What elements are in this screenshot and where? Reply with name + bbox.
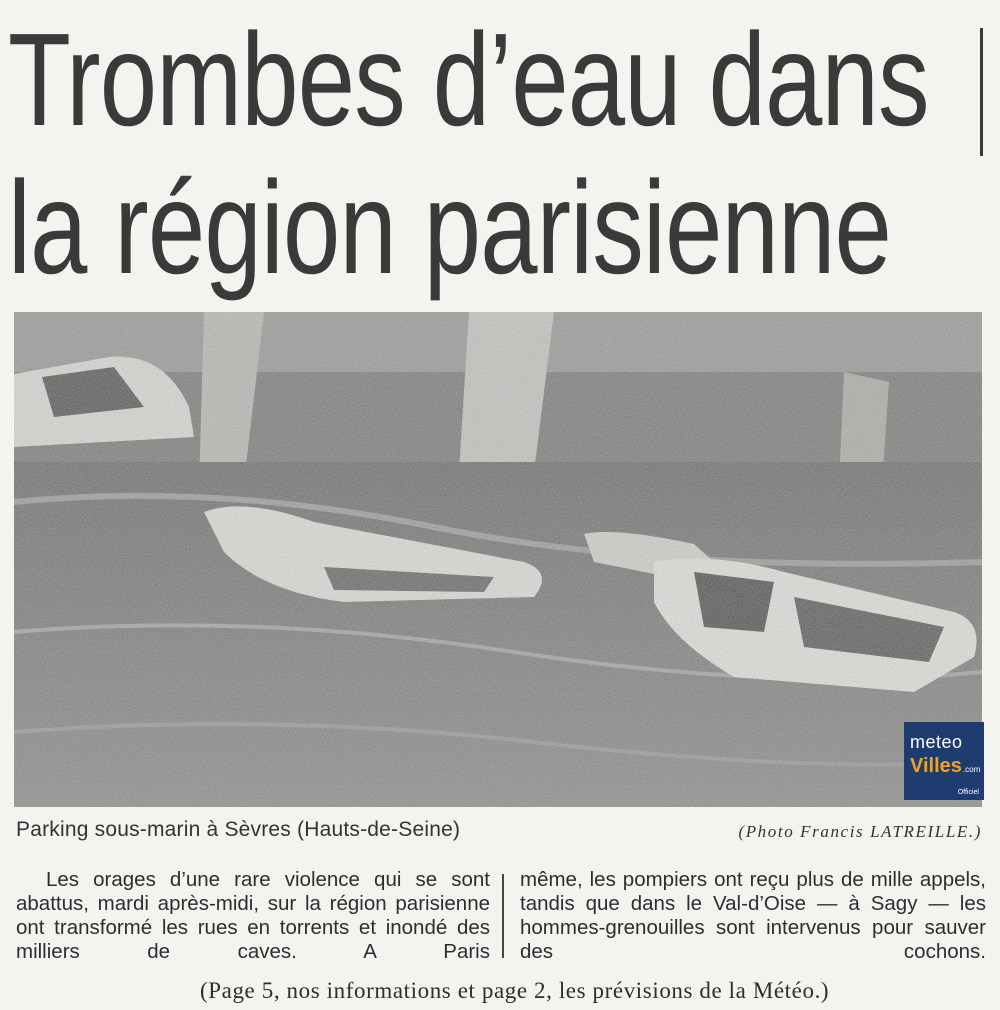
photo-credit: (Photo Francis LATREILLE.) (738, 822, 982, 841)
headline-rule (980, 28, 983, 156)
headline (8, 6, 929, 302)
headline-line-1: Trombes d’eau dans (8, 6, 929, 153)
photo-caption: Parking sous-marin à Sèvres (Hauts-de-Seine) (16, 818, 461, 841)
logo-text-meteo: meteo (910, 732, 963, 752)
article-column-right: même, les pompiers ont reçu plus de mille appels, tandis que dans le Val-d’Oise — à Sagy — les hommes-grenouilles sont intervenus pour sauver des cochons. (520, 868, 986, 963)
photo-illustration (14, 312, 982, 807)
column-divider (502, 874, 504, 958)
article-column-left: Les orages d’une rare violence qui se sont abattus, mardi après-midi, sur la région parisienne ont transformé les rues en torrents et inondé des milliers de caves. A Paris (16, 868, 490, 963)
logo-text-officiel: Officiel (957, 789, 979, 796)
logo-text-villes-word: Villes (910, 755, 962, 777)
logo-text-villes (910, 755, 980, 778)
page-reference-line: (Page 5, nos informations et page 2, les prévisions de la Météo.) (200, 978, 830, 1003)
flooded-parking-photo (14, 312, 982, 807)
logo-text-suffix: .com (962, 765, 981, 774)
headline-line-2: la région parisienne (8, 154, 892, 301)
meteovilles-watermark-logo (904, 722, 984, 800)
